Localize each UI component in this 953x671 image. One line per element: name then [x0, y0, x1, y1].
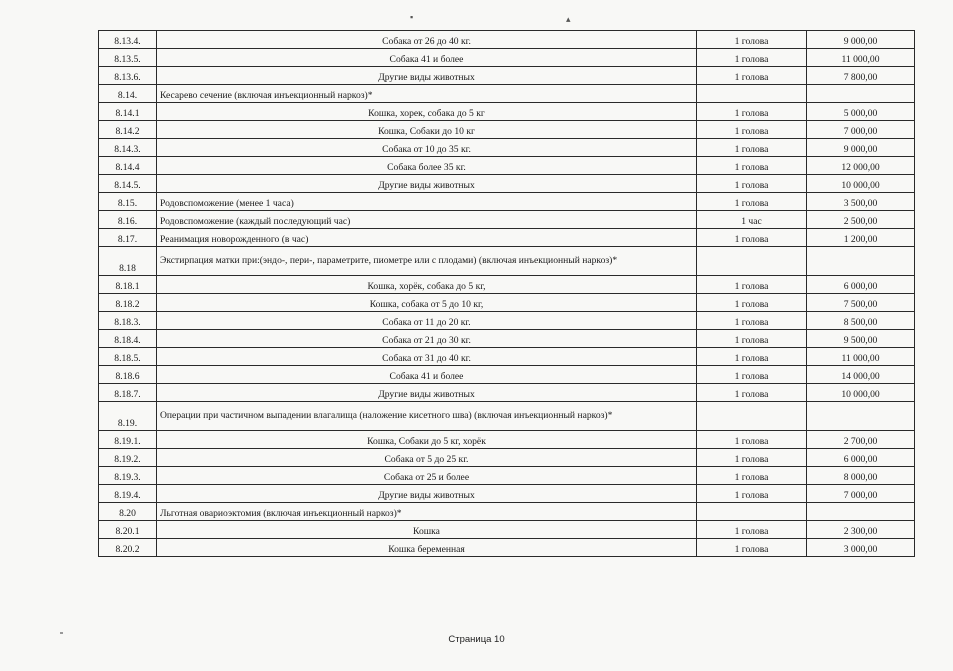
row-service-name: Другие виды животных — [157, 384, 697, 402]
row-unit — [697, 85, 807, 103]
row-unit: 1 голова — [697, 521, 807, 539]
row-price: 3 000,00 — [807, 539, 915, 557]
row-price: 9 000,00 — [807, 139, 915, 157]
row-price: 10 000,00 — [807, 175, 915, 193]
row-price: 6 000,00 — [807, 449, 915, 467]
row-price: 10 000,00 — [807, 384, 915, 402]
table-row — [99, 229, 915, 247]
row-service-name: Кесарево сечение (включая инъекционный наркоз)* — [157, 85, 697, 103]
table-row — [99, 485, 915, 503]
row-price: 7 000,00 — [807, 485, 915, 503]
row-service-name: Кошка, хорёк, собака до 5 кг, — [157, 276, 697, 294]
row-service-name: Родовспоможение (менее 1 часа) — [157, 193, 697, 211]
row-price: 2 500,00 — [807, 211, 915, 229]
row-unit: 1 голова — [697, 384, 807, 402]
table-row — [99, 366, 915, 384]
row-unit — [697, 503, 807, 521]
row-code: 8.18.5. — [99, 348, 157, 366]
table-row — [99, 467, 915, 485]
row-code: 8.18.2 — [99, 294, 157, 312]
row-unit: 1 голова — [697, 467, 807, 485]
row-code: 8.19.2. — [99, 449, 157, 467]
row-price: 3 500,00 — [807, 193, 915, 211]
row-service-name: Льготная овариоэктомия (включая инъекционный наркоз)* — [157, 503, 697, 521]
row-service-name: Собака от 5 до 25 кг. — [157, 449, 697, 467]
row-unit: 1 голова — [697, 276, 807, 294]
row-service-name: Собака от 10 до 35 кг. — [157, 139, 697, 157]
table-row — [99, 157, 915, 175]
table-row — [99, 121, 915, 139]
row-service-name: Кошка, собака от 5 до 10 кг, — [157, 294, 697, 312]
row-code: 8.18.1 — [99, 276, 157, 294]
row-price — [807, 402, 915, 431]
table-row — [99, 402, 915, 431]
table-row — [99, 431, 915, 449]
row-service-name: Другие виды животных — [157, 67, 697, 85]
table-row — [99, 521, 915, 539]
row-price: 11 000,00 — [807, 49, 915, 67]
row-code: 8.18 — [99, 247, 157, 276]
row-unit — [697, 247, 807, 276]
row-unit: 1 час — [697, 211, 807, 229]
row-unit: 1 голова — [697, 539, 807, 557]
row-code: 8.16. — [99, 211, 157, 229]
row-code: 8.13.4. — [99, 31, 157, 49]
price-table-body — [99, 31, 915, 557]
row-code: 8.19.3. — [99, 467, 157, 485]
row-unit: 1 голова — [697, 103, 807, 121]
row-service-name: Собака от 26 до 40 кг. — [157, 31, 697, 49]
document-page: ▪ ▴ 8.13.4. Собака от 26 до 40 кг. 1 голова 9 000,00 8.13.5. Собака 41 и более 1 голова 11 000,00 8.13.6. Другие виды животных 1 голова 7 800,00 8.14. Кесарево сечение (включая инъекционный наркоз)* 8.14.1 Кошка, хорек, собака до 5 кг 1 голова 5 000,00 8.14.2 Кошка, Собаки до 10 кг 1 голова 7 000,00 8.14.3. Собака от 10 до 35 кг. 1 голова 9 000,00 8.14.4 Собака более 35 кг. 1 голова 12 000,00 8.14.5. Другие виды животных 1 голова 10 000,00 8.15. Родовспоможение (менее 1 часа) 1 голова 3 500,00 8.16. Родовспоможение (каждый последующий час) 1 час 2 500,00 8.17. Реанимация новорожденного (в час) 1 голова 1 200,00 8.18 Экстирпация матки при:(эндо-, пери-, параметрите, пиометре или с плодами) (включая инъекционный наркоз)* 8.18.1 Кошка, хорёк, собака до 5 кг, 1 голова 6 000,00 8.18.2 Кошка, собака от 5 до 10 кг, 1 голова 7 500,00 8.18.3. Собака от 11 до 20 кг. 1 голова 8 500,00 8.18.4. Собака от 21 до 30 кг. 1 голова 9 500,00 8.18.5. Собака от 31 до 40 кг. 1 голова 11 000,00 8.18.6 Собака 41 и более 1 голова 14 000,00 8.18.7. Другие виды животных 1 голова 10 000,00 8.19. Операции при частичном выпадении влагалища (наложение кисетного шва) (включая инъекционный наркоз)* 8.19.1. Кошка, Собаки до 5 кг, хорёк 1 голова 2 700,00 8.19.2. Собака от 5 до 25 кг. 1 голова 6 000,00 8.19.3. Собака от 25 и более 1 голова 8 000,00 8.19.4. Другие виды животных 1 голова 7 000,00 8.20 Льготная овариоэктомия (включая инъекционный наркоз)* 8.20.1 Кошка 1 голова 2 300,00 8.20.2 Кошка беременная 1 голова 3 000,00 Страница 10 — [0, 0, 953, 671]
row-unit: 1 голова — [697, 121, 807, 139]
row-service-name: Собака 41 и более — [157, 366, 697, 384]
row-price: 14 000,00 — [807, 366, 915, 384]
row-unit: 1 голова — [697, 157, 807, 175]
row-code: 8.20.2 — [99, 539, 157, 557]
row-service-name: Кошка, Собаки до 5 кг, хорёк — [157, 431, 697, 449]
row-price: 11 000,00 — [807, 348, 915, 366]
row-service-name: Собака 41 и более — [157, 49, 697, 67]
row-code: 8.14. — [99, 85, 157, 103]
table-row — [99, 294, 915, 312]
table-row — [99, 139, 915, 157]
row-price — [807, 85, 915, 103]
row-price — [807, 503, 915, 521]
row-service-name: Собака более 35 кг. — [157, 157, 697, 175]
row-price: 8 000,00 — [807, 467, 915, 485]
row-code: 8.20 — [99, 503, 157, 521]
row-service-name: Другие виды животных — [157, 485, 697, 503]
table-row — [99, 193, 915, 211]
row-code: 8.18.3. — [99, 312, 157, 330]
row-service-name: Реанимация новорожденного (в час) — [157, 229, 697, 247]
row-unit: 1 голова — [697, 193, 807, 211]
row-code: 8.18.7. — [99, 384, 157, 402]
row-price: 7 800,00 — [807, 67, 915, 85]
row-unit — [697, 402, 807, 431]
row-code: 8.14.1 — [99, 103, 157, 121]
row-service-name: Собака от 21 до 30 кг. — [157, 330, 697, 348]
row-unit: 1 голова — [697, 330, 807, 348]
table-row — [99, 31, 915, 49]
row-price: 7 000,00 — [807, 121, 915, 139]
row-price — [807, 247, 915, 276]
row-unit: 1 голова — [697, 449, 807, 467]
row-price: 5 000,00 — [807, 103, 915, 121]
row-code: 8.19.1. — [99, 431, 157, 449]
table-row — [99, 49, 915, 67]
row-price: 2 700,00 — [807, 431, 915, 449]
table-row — [99, 67, 915, 85]
row-code: 8.13.5. — [99, 49, 157, 67]
table-row — [99, 103, 915, 121]
table-row — [99, 247, 915, 276]
table-row — [99, 348, 915, 366]
row-service-name: Собака от 31 до 40 кг. — [157, 348, 697, 366]
row-service-name: Кошка, Собаки до 10 кг — [157, 121, 697, 139]
row-unit: 1 голова — [697, 31, 807, 49]
table-row — [99, 211, 915, 229]
row-code: 8.19. — [99, 402, 157, 431]
row-unit: 1 голова — [697, 139, 807, 157]
row-code: 8.18.6 — [99, 366, 157, 384]
table-row — [99, 312, 915, 330]
row-service-name: Другие виды животных — [157, 175, 697, 193]
row-unit: 1 голова — [697, 294, 807, 312]
row-service-name: Кошка беременная — [157, 539, 697, 557]
table-row — [99, 449, 915, 467]
row-code: 8.14.2 — [99, 121, 157, 139]
row-code: 8.19.4. — [99, 485, 157, 503]
row-price: 6 000,00 — [807, 276, 915, 294]
row-service-name: Родовспоможение (каждый последующий час) — [157, 211, 697, 229]
table-row — [99, 384, 915, 402]
row-price: 9 500,00 — [807, 330, 915, 348]
row-price: 2 300,00 — [807, 521, 915, 539]
row-code: 8.13.6. — [99, 67, 157, 85]
table-row — [99, 85, 915, 103]
row-service-name: Собака от 25 и более — [157, 467, 697, 485]
page-number: Страница 10 — [448, 634, 505, 645]
table-row — [99, 276, 915, 294]
price-table — [98, 30, 915, 557]
row-price: 9 000,00 — [807, 31, 915, 49]
row-price: 1 200,00 — [807, 229, 915, 247]
row-code: 8.17. — [99, 229, 157, 247]
table-row — [99, 503, 915, 521]
row-code: 8.15. — [99, 193, 157, 211]
row-code: 8.14.4 — [99, 157, 157, 175]
row-price: 8 500,00 — [807, 312, 915, 330]
row-unit: 1 голова — [697, 366, 807, 384]
row-unit: 1 голова — [697, 175, 807, 193]
row-service-name: Операции при частичном выпадении влагалища (наложение кисетного шва) (включая инъекционный наркоз)* — [157, 402, 697, 431]
row-code: 8.20.1 — [99, 521, 157, 539]
table-row — [99, 539, 915, 557]
row-service-name: Собака от 11 до 20 кг. — [157, 312, 697, 330]
row-unit: 1 голова — [697, 229, 807, 247]
row-code: 8.14.3. — [99, 139, 157, 157]
row-code: 8.14.5. — [99, 175, 157, 193]
row-price: 12 000,00 — [807, 157, 915, 175]
row-code: 8.18.4. — [99, 330, 157, 348]
row-unit: 1 голова — [697, 485, 807, 503]
row-unit: 1 голова — [697, 431, 807, 449]
row-service-name: Экстирпация матки при:(эндо-, пери-, параметрите, пиометре или с плодами) (включая инъекционный наркоз)* — [157, 247, 697, 276]
table-row — [99, 330, 915, 348]
row-price: 7 500,00 — [807, 294, 915, 312]
row-unit: 1 голова — [697, 348, 807, 366]
row-service-name: Кошка — [157, 521, 697, 539]
row-unit: 1 голова — [697, 67, 807, 85]
row-service-name: Кошка, хорек, собака до 5 кг — [157, 103, 697, 121]
row-unit: 1 голова — [697, 312, 807, 330]
row-unit: 1 голова — [697, 49, 807, 67]
table-row — [99, 175, 915, 193]
